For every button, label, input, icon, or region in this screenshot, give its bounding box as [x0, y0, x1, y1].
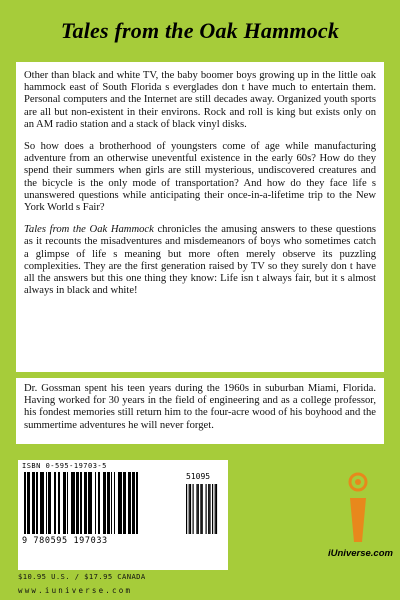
barcode-bar [32, 472, 34, 534]
barcode-bar [34, 472, 35, 534]
barcode-bar [59, 472, 60, 534]
barcode-bar [54, 472, 55, 534]
synopsis-paragraph-3 [24, 224, 376, 297]
barcode-bar [46, 472, 47, 534]
addon-bar [198, 484, 199, 534]
barcode-bar [118, 472, 119, 534]
addon-bar [196, 484, 197, 534]
barcode-bar [120, 472, 122, 534]
barcode-bar [74, 472, 75, 534]
price-code: 51095 [186, 472, 211, 481]
barcode-bar [136, 472, 138, 534]
barcode-bar [28, 472, 30, 534]
barcode-bar [104, 472, 106, 534]
barcode-bar [98, 472, 99, 534]
barcode-bar [124, 472, 126, 534]
barcode-bar [78, 472, 79, 534]
barcode-digits: 9 780595 197033 [22, 536, 108, 546]
barcode-bar [40, 472, 42, 534]
website-text: www.iuniverse.com [18, 586, 133, 595]
barcode-bar [43, 472, 44, 534]
addon-bar [212, 484, 213, 534]
barcode-bar [71, 472, 72, 534]
isbn-label: ISBN 0-595-19703-5 [22, 462, 107, 470]
barcode-bar [55, 472, 56, 534]
paragraph-3-text: chronicles the amusing answers to these questions as it recounts the misadventures and misdemeanors of boys who sometimes catch a glimpse of life s meaning but more often merely observe its puzzling complexities. They are the first generation raised by TV so they surely don t have all the answers but this one thing they know: Life isn t always fair, but it s almost always in black and white! [24, 224, 376, 297]
addon-bar [206, 484, 207, 534]
publisher-logo [328, 468, 393, 568]
author-bio-panel [16, 378, 384, 444]
barcode-area [18, 460, 228, 570]
title-reference: Tales from the Oak Hammock [24, 224, 154, 236]
addon-bar [190, 484, 191, 534]
barcode-bar [130, 472, 131, 534]
barcode-bar [72, 472, 74, 534]
barcode-bar [84, 472, 86, 534]
barcode-bar [36, 472, 38, 534]
addon-bar [209, 484, 210, 534]
barcode-graphic [24, 472, 220, 534]
barcode-bar [103, 472, 104, 534]
barcode-bar [86, 472, 87, 534]
addon-bar [202, 484, 203, 534]
publisher-name: iUniverse.com [328, 548, 393, 559]
barcode-bar [91, 472, 92, 534]
barcode-bar [114, 472, 115, 534]
title-area [0, 18, 400, 44]
addon-bar [215, 484, 216, 534]
author-bio: Dr. Gossman spent his teen years during the 1960s in suburban Miami, Florida. Having worked for 30 years in the field of engineering and as a college professor, his fondest memories still return him to the four-acre wood of his boyhood and the summertime adventures he will never forget. [24, 383, 376, 431]
addon-bar [189, 484, 190, 534]
addon-bar [186, 484, 187, 534]
barcode-bar [76, 472, 78, 534]
synopsis-paragraph-2: So how does a brotherhood of youngsters come of age while manufacturing adventure from an otherwise uneventful existence in the early 60s? How do they spend their summers when girls are still mysterious, undiscovered creatures and the bicycle is the only mode of transportation? And how do they face life s unanswered questions while anticipating their once-in-a-lifetime trip to the New York World s Fair? [24, 141, 376, 214]
barcode-bar [50, 472, 51, 534]
barcode-bar [48, 472, 50, 534]
addon-bar [208, 484, 209, 534]
synopsis-paragraph-1: Other than black and white TV, the baby boomer boys growing up in the little oak hammock east of South Florida s everglades don t have much to entertain them. Personal computers and the Internet are still decades away. Organized youth sports are all but non-existent in their environs. Rock and roll is king but exists only on an AM radio station and a stack of black vinyl disks. [24, 70, 376, 130]
barcode-bar [128, 472, 130, 534]
barcode-bar [42, 472, 43, 534]
barcode-bar [27, 472, 28, 534]
barcode-bar [80, 472, 82, 534]
barcode-bar [108, 472, 110, 534]
iuniverse-logo-icon [328, 468, 388, 548]
addon-bar [193, 484, 194, 534]
book-title: Tales from the Oak Hammock [60, 18, 340, 43]
barcode-bar [107, 472, 108, 534]
barcode-bar [63, 472, 64, 534]
barcode-bar [67, 472, 68, 534]
barcode-bar [88, 472, 90, 534]
barcode-bar [132, 472, 134, 534]
barcode-bar [99, 472, 100, 534]
barcode-bar [95, 472, 96, 534]
barcode-bar [111, 472, 112, 534]
barcode-bar [90, 472, 91, 534]
barcode-bar [134, 472, 135, 534]
barcode-bar [58, 472, 59, 534]
synopsis-panel [16, 62, 384, 372]
barcode-bar [24, 472, 26, 534]
price-text: $10.95 U.S. / $17.95 CANADA [18, 572, 146, 581]
addon-bar [216, 484, 217, 534]
barcode-bar [123, 472, 124, 534]
addon-bar [200, 484, 201, 534]
barcode-bar [64, 472, 66, 534]
barcode-bar [119, 472, 120, 534]
